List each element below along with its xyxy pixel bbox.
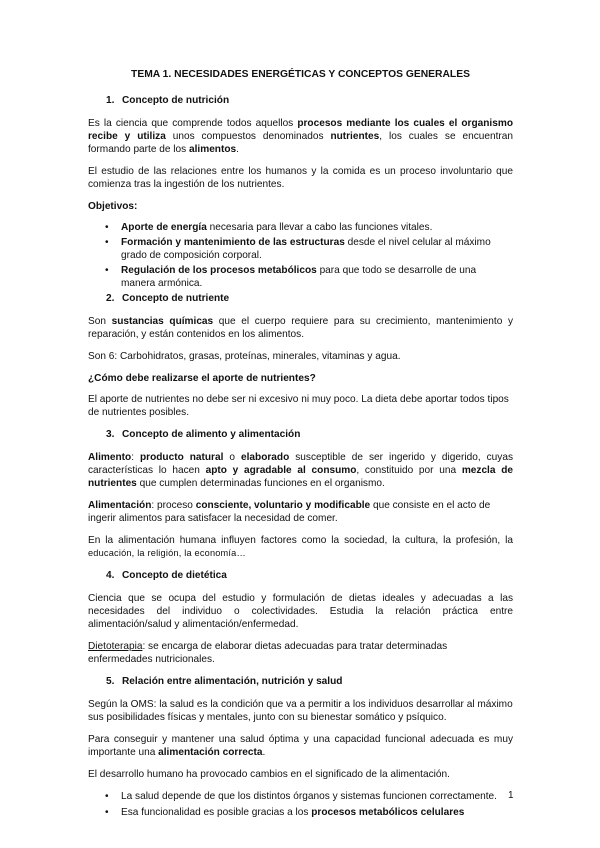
optimal-health-paragraph: Para conseguir y mantener una salud óptima y una capacidad funcional adecuada es muy importante una alimentación correcta. (88, 734, 513, 758)
nutrition-paragraph: El estudio de las relaciones entre los humanos y la comida es un proceso involuntario que comienza tras la ingestión de los nutrientes. (88, 166, 513, 190)
section-heading-1: 1. Concepto de nutrición (106, 95, 230, 106)
page-title: TEMA 1. NECESIDADES ENERGÉTICAS Y CONCEPTOS GENERALES (131, 69, 470, 80)
food-definition: Alimento: producto natural o elaborado susceptible de ser ingerido y digerido, cuyas características lo hacen apto y agradable al consumo, constituido por una mezcla de nutrientes que cumplen determinadas funciones en el organismo. (88, 452, 513, 489)
dietetics-definition: Ciencia que se ocupa del estudio y formulación de dietas ideales y adecuadas a las necesidades del individuo o colectividades. Estudia la relación práctica entre alimentación/salud y alimentación/enfermedad. (88, 593, 513, 630)
objectives-label: Objetivos: (88, 201, 138, 212)
list-item: • Esa funcionalidad es posible gracias a los procesos metabólicos celulares (105, 807, 465, 818)
list-item: • Aporte de energía necesaria para llevar a cabo las funciones vitales. (105, 222, 433, 233)
list-item: • Regulación de los procesos metabólicos para que todo se desarrolle de una manera armónica. (105, 265, 477, 289)
section-heading-5: 5. Relación entre alimentación, nutrición y salud (106, 676, 343, 687)
list-item: • Formación y mantenimiento de las estructuras desde el nivel celular al máximo grado de composición corporal. (105, 237, 491, 261)
nutrition-definition: Es la ciencia que comprende todos aquellos procesos mediante los cuales el organismo recibe y utiliza unos compuestos denominados nutrientes, los cuales se encuentran formando parte de los alimentos. (88, 118, 513, 155)
section-heading-2: 2. Concepto de nutriente (106, 293, 230, 304)
nutrient-definition: Son sustancias químicas que el cuerpo requiere para su crecimiento, mantenimiento y reparación, y están contenidos en los alimentos. (88, 316, 513, 340)
list-item: • La salud depende de que los distintos órganos y sistemas funcionen correctamente. (105, 791, 497, 802)
page-number: 1 (508, 790, 514, 801)
nutrient-question: ¿Cómo debe realizarse el aporte de nutrientes? (88, 373, 316, 384)
section-heading-4: 4. Concepto de dietética (106, 570, 227, 581)
diet-therapy-definition: Dietoterapia: se encarga de elaborar dietas adecuadas para tratar determinadas enfermedades nutricionales. (88, 641, 448, 665)
who-health-definition: Según la OMS: la salud es la condición que va a permitir a los individuos desarrollar al máximo sus posibilidades físicas y mentales, junto con su bienestar somático y psíquico. (88, 699, 513, 723)
nutrient-answer: El aporte de nutrientes no debe ser ni excesivo ni muy poco. La dieta debe aportar todos tipos de nutrientes posibles. (88, 394, 509, 418)
feeding-definition: Alimentación: proceso consciente, voluntario y modificable que consiste en el acto de ingerir alimentos para satisfacer la necesidad de comer. (88, 500, 491, 524)
nutrient-types: Son 6: Carbohidratos, grasas, proteínas, minerales, vitaminas y agua. (88, 351, 401, 362)
health-bullets (88, 790, 513, 819)
section-heading-3: 3. Concepto de alimento y alimentación (106, 429, 301, 440)
development-paragraph: El desarrollo humano ha provocado cambios en el significado de la alimentación. (88, 769, 450, 780)
document-page (88, 68, 513, 820)
feeding-factors: En la alimentación humana influyen factores como la sociedad, la cultura, la profesión, la educación, la religión, la economía… (88, 535, 513, 558)
objectives-list (88, 221, 513, 290)
